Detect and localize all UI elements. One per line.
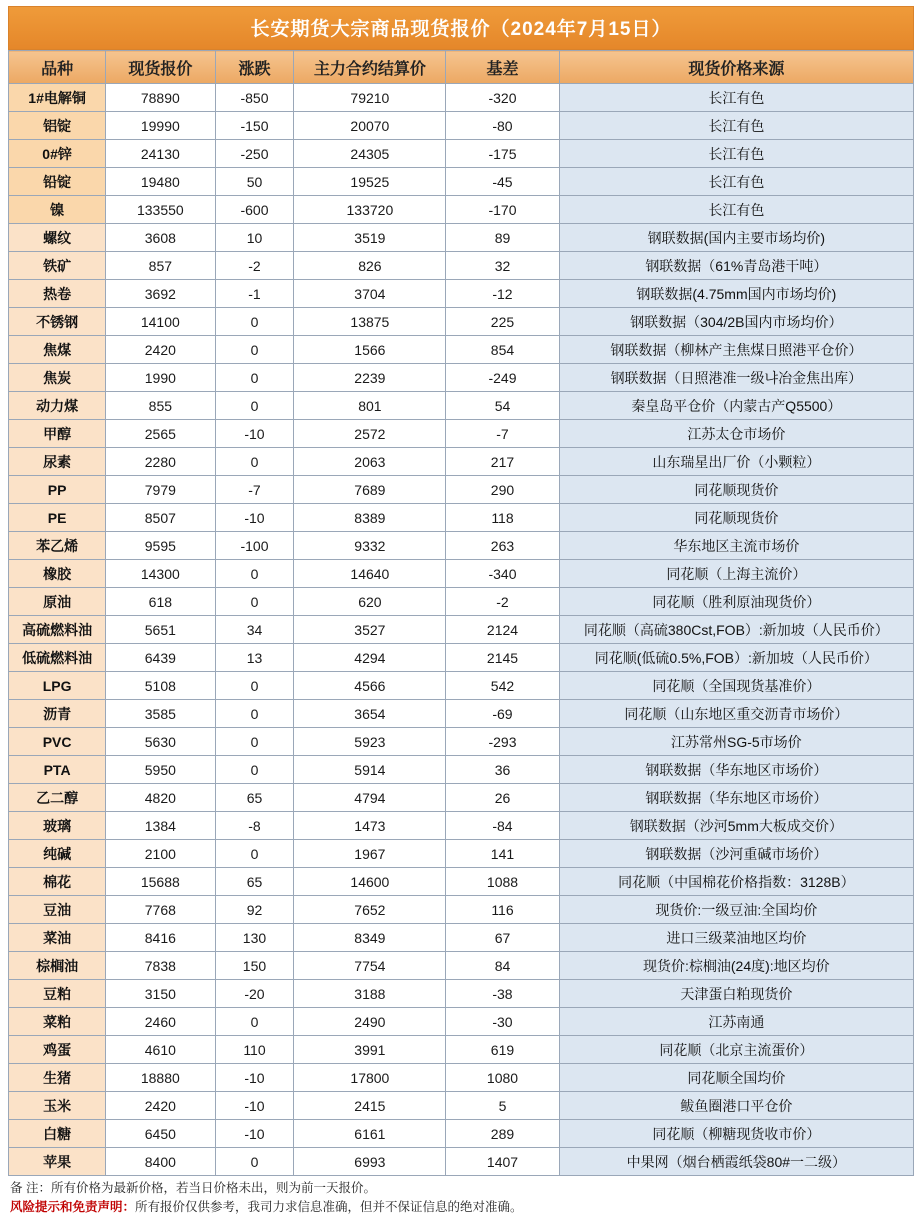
cell-change: -250 xyxy=(215,140,294,168)
cell-change: -10 xyxy=(215,504,294,532)
cell-price-source: 同花顺（山东地区重交沥青市场价） xyxy=(559,700,913,728)
cell-commodity-name: 鸡蛋 xyxy=(9,1036,106,1064)
cell-price-source: 长江有色 xyxy=(559,168,913,196)
cell-spot-price: 5108 xyxy=(106,672,215,700)
cell-settlement-price: 1967 xyxy=(294,840,446,868)
cell-settlement-price: 6993 xyxy=(294,1148,446,1176)
cell-spot-price: 3585 xyxy=(106,700,215,728)
cell-settlement-price: 14640 xyxy=(294,560,446,588)
table-row xyxy=(9,1092,914,1120)
cell-spot-price: 133550 xyxy=(106,196,215,224)
cell-commodity-name: 苹果 xyxy=(9,1148,106,1176)
cell-change: 92 xyxy=(215,896,294,924)
cell-price-source: 长江有色 xyxy=(559,112,913,140)
cell-spot-price: 14100 xyxy=(106,308,215,336)
cell-change: 0 xyxy=(215,672,294,700)
cell-price-source: 鲅鱼圈港口平仓价 xyxy=(559,1092,913,1120)
cell-commodity-name: 沥青 xyxy=(9,700,106,728)
cell-basis: -12 xyxy=(446,280,559,308)
cell-commodity-name: 棕榈油 xyxy=(9,952,106,980)
table-header-row xyxy=(9,51,914,84)
cell-price-source: 天津蛋白粕现货价 xyxy=(559,980,913,1008)
table-row xyxy=(9,84,914,112)
cell-change: -10 xyxy=(215,1092,294,1120)
disclaimer-lead: 风险提示和免责声明： xyxy=(10,1199,136,1214)
cell-basis: -84 xyxy=(446,812,559,840)
cell-settlement-price: 5914 xyxy=(294,756,446,784)
cell-spot-price: 618 xyxy=(106,588,215,616)
cell-spot-price: 19990 xyxy=(106,112,215,140)
cell-basis: 84 xyxy=(446,952,559,980)
cell-commodity-name: 豆油 xyxy=(9,896,106,924)
cell-basis: 290 xyxy=(446,476,559,504)
page-title: 长安期货大宗商品现货报价（2024年7月15日） xyxy=(8,6,914,50)
cell-commodity-name: 铝锭 xyxy=(9,112,106,140)
table-body xyxy=(9,84,914,1176)
cell-spot-price: 5651 xyxy=(106,616,215,644)
cell-basis: 26 xyxy=(446,784,559,812)
cell-settlement-price: 79210 xyxy=(294,84,446,112)
cell-commodity-name: 原油 xyxy=(9,588,106,616)
cell-price-source: 进口三级菜油地区均价 xyxy=(559,924,913,952)
table-row xyxy=(9,952,914,980)
cell-commodity-name: 玉米 xyxy=(9,1092,106,1120)
cell-price-source: 同花顺（高硫380Cst,FOB）:新加坡（人民币价） xyxy=(559,616,913,644)
table-row xyxy=(9,224,914,252)
cell-settlement-price: 19525 xyxy=(294,168,446,196)
cell-change: -20 xyxy=(215,980,294,1008)
cell-change: -10 xyxy=(215,420,294,448)
table-row xyxy=(9,868,914,896)
cell-settlement-price: 801 xyxy=(294,392,446,420)
cell-basis: 2145 xyxy=(446,644,559,672)
cell-price-source: 同花顺（柳糖现货收市价） xyxy=(559,1120,913,1148)
cell-change: -1 xyxy=(215,280,294,308)
cell-commodity-name: PP xyxy=(9,476,106,504)
cell-change: 0 xyxy=(215,700,294,728)
cell-change: 0 xyxy=(215,1008,294,1036)
cell-settlement-price: 24305 xyxy=(294,140,446,168)
footnote: 备 注：所有价格为最新价格，若当日价格未出，则为前一天报价。 xyxy=(10,1181,376,1195)
cell-change: 0 xyxy=(215,840,294,868)
cell-spot-price: 7838 xyxy=(106,952,215,980)
cell-basis: 542 xyxy=(446,672,559,700)
cell-settlement-price: 6161 xyxy=(294,1120,446,1148)
cell-spot-price: 1990 xyxy=(106,364,215,392)
table-row xyxy=(9,840,914,868)
table-row xyxy=(9,392,914,420)
cell-basis: 619 xyxy=(446,1036,559,1064)
table-row xyxy=(9,364,914,392)
cell-spot-price: 4610 xyxy=(106,1036,215,1064)
cell-basis: 263 xyxy=(446,532,559,560)
table-row xyxy=(9,644,914,672)
cell-price-source: 钢联数据（304/2B国内市场均价） xyxy=(559,308,913,336)
cell-change: -150 xyxy=(215,112,294,140)
cell-price-source: 钢联数据（华东地区市场价） xyxy=(559,756,913,784)
cell-basis: -320 xyxy=(446,84,559,112)
cell-settlement-price: 17800 xyxy=(294,1064,446,1092)
cell-commodity-name: 螺纹 xyxy=(9,224,106,252)
cell-price-source: 江苏常州SG-5市场价 xyxy=(559,728,913,756)
cell-spot-price: 9595 xyxy=(106,532,215,560)
cell-basis: 54 xyxy=(446,392,559,420)
cell-spot-price: 8416 xyxy=(106,924,215,952)
cell-commodity-name: 高硫燃料油 xyxy=(9,616,106,644)
cell-spot-price: 3608 xyxy=(106,224,215,252)
cell-spot-price: 14300 xyxy=(106,560,215,588)
table-row xyxy=(9,112,914,140)
cell-basis: -249 xyxy=(446,364,559,392)
cell-price-source: 现货价:棕榈油(24度):地区均价 xyxy=(559,952,913,980)
table-row xyxy=(9,196,914,224)
cell-settlement-price: 3704 xyxy=(294,280,446,308)
cell-settlement-price: 620 xyxy=(294,588,446,616)
column-header-settlement: 主力合约结算价 xyxy=(294,51,446,84)
cell-commodity-name: PVC xyxy=(9,728,106,756)
cell-commodity-name: 尿素 xyxy=(9,448,106,476)
cell-basis: 289 xyxy=(446,1120,559,1148)
cell-price-source: 钢联数据（61%青岛港干吨） xyxy=(559,252,913,280)
cell-spot-price: 78890 xyxy=(106,84,215,112)
cell-basis: 5 xyxy=(446,1092,559,1120)
cell-price-source: 钢联数据（华东地区市场价） xyxy=(559,784,913,812)
cell-price-source: 山东瑞星出厂价（小颗粒） xyxy=(559,448,913,476)
cell-settlement-price: 2239 xyxy=(294,364,446,392)
cell-commodity-name: 纯碱 xyxy=(9,840,106,868)
cell-price-source: 长江有色 xyxy=(559,196,913,224)
cell-commodity-name: 生猪 xyxy=(9,1064,106,1092)
cell-commodity-name: 乙二醇 xyxy=(9,784,106,812)
cell-change: 130 xyxy=(215,924,294,952)
cell-spot-price: 2565 xyxy=(106,420,215,448)
cell-price-source: 同花顺（北京主流蛋价） xyxy=(559,1036,913,1064)
table-row xyxy=(9,1008,914,1036)
cell-change: -850 xyxy=(215,84,294,112)
cell-settlement-price: 4566 xyxy=(294,672,446,700)
cell-settlement-price: 8349 xyxy=(294,924,446,952)
cell-settlement-price: 4794 xyxy=(294,784,446,812)
cell-basis: -175 xyxy=(446,140,559,168)
cell-basis: -30 xyxy=(446,1008,559,1036)
cell-price-source: 华东地区主流市场价 xyxy=(559,532,913,560)
cell-basis: -340 xyxy=(446,560,559,588)
cell-commodity-name: 热卷 xyxy=(9,280,106,308)
cell-change: -100 xyxy=(215,532,294,560)
cell-price-source: 江苏太仓市场价 xyxy=(559,420,913,448)
table-row xyxy=(9,784,914,812)
cell-commodity-name: 铁矿 xyxy=(9,252,106,280)
cell-change: 0 xyxy=(215,364,294,392)
cell-price-source: 钢联数据(4.75mm国内市场均价) xyxy=(559,280,913,308)
table-row xyxy=(9,532,914,560)
cell-spot-price: 19480 xyxy=(106,168,215,196)
cell-change: 0 xyxy=(215,588,294,616)
cell-basis: 116 xyxy=(446,896,559,924)
cell-change: 110 xyxy=(215,1036,294,1064)
cell-spot-price: 15688 xyxy=(106,868,215,896)
cell-settlement-price: 2063 xyxy=(294,448,446,476)
cell-basis: 1407 xyxy=(446,1148,559,1176)
cell-basis: 1080 xyxy=(446,1064,559,1092)
cell-price-source: 钢联数据（沙河重碱市场价） xyxy=(559,840,913,868)
cell-commodity-name: 动力煤 xyxy=(9,392,106,420)
table-row xyxy=(9,700,914,728)
cell-change: 10 xyxy=(215,224,294,252)
table-row xyxy=(9,1036,914,1064)
cell-settlement-price: 3654 xyxy=(294,700,446,728)
cell-commodity-name: 白糖 xyxy=(9,1120,106,1148)
cell-price-source: 钢联数据（柳林产主焦煤日照港平仓价） xyxy=(559,336,913,364)
cell-settlement-price: 2415 xyxy=(294,1092,446,1120)
cell-commodity-name: 菜粕 xyxy=(9,1008,106,1036)
cell-basis: -293 xyxy=(446,728,559,756)
cell-commodity-name: 0#锌 xyxy=(9,140,106,168)
cell-spot-price: 4820 xyxy=(106,784,215,812)
cell-basis: 141 xyxy=(446,840,559,868)
cell-commodity-name: 低硫燃料油 xyxy=(9,644,106,672)
cell-settlement-price: 1566 xyxy=(294,336,446,364)
table-row xyxy=(9,812,914,840)
cell-basis: 217 xyxy=(446,448,559,476)
table-row xyxy=(9,476,914,504)
column-header-name: 品种 xyxy=(9,51,106,84)
cell-change: -7 xyxy=(215,476,294,504)
cell-change: -8 xyxy=(215,812,294,840)
table-row xyxy=(9,560,914,588)
cell-basis: -38 xyxy=(446,980,559,1008)
cell-spot-price: 2100 xyxy=(106,840,215,868)
cell-basis: -170 xyxy=(446,196,559,224)
cell-settlement-price: 5923 xyxy=(294,728,446,756)
cell-spot-price: 2280 xyxy=(106,448,215,476)
cell-price-source: 钢联数据（日照港准一级냐冶金焦出库） xyxy=(559,364,913,392)
cell-settlement-price: 1473 xyxy=(294,812,446,840)
cell-commodity-name: 甲醇 xyxy=(9,420,106,448)
table-row xyxy=(9,504,914,532)
cell-settlement-price: 8389 xyxy=(294,504,446,532)
cell-price-source: 同花顺（中国棉花价格指数：3128B） xyxy=(559,868,913,896)
table-row xyxy=(9,280,914,308)
cell-settlement-price: 2490 xyxy=(294,1008,446,1036)
cell-change: 34 xyxy=(215,616,294,644)
cell-spot-price: 3150 xyxy=(106,980,215,1008)
cell-change: 0 xyxy=(215,728,294,756)
cell-change: -2 xyxy=(215,252,294,280)
cell-price-source: 长江有色 xyxy=(559,140,913,168)
cell-price-source: 同花顺全国均价 xyxy=(559,1064,913,1092)
cell-commodity-name: 菜油 xyxy=(9,924,106,952)
cell-commodity-name: 豆粕 xyxy=(9,980,106,1008)
cell-commodity-name: 棉花 xyxy=(9,868,106,896)
cell-change: 13 xyxy=(215,644,294,672)
cell-spot-price: 855 xyxy=(106,392,215,420)
table-row xyxy=(9,448,914,476)
cell-settlement-price: 20070 xyxy=(294,112,446,140)
cell-spot-price: 7768 xyxy=(106,896,215,924)
cell-basis: -45 xyxy=(446,168,559,196)
cell-price-source: 长江有色 xyxy=(559,84,913,112)
cell-commodity-name: 镍 xyxy=(9,196,106,224)
cell-basis: -2 xyxy=(446,588,559,616)
cell-price-source: 钢联数据（沙河5mm大板成交价） xyxy=(559,812,913,840)
table-row xyxy=(9,140,914,168)
cell-price-source: 钢联数据(国内主要市场均价) xyxy=(559,224,913,252)
cell-change: 0 xyxy=(215,560,294,588)
cell-basis: 67 xyxy=(446,924,559,952)
cell-price-source: 现货价:一级豆油:全国均价 xyxy=(559,896,913,924)
cell-spot-price: 6450 xyxy=(106,1120,215,1148)
cell-commodity-name: 苯乙烯 xyxy=(9,532,106,560)
cell-change: 0 xyxy=(215,336,294,364)
cell-basis: 36 xyxy=(446,756,559,784)
cell-basis: 32 xyxy=(446,252,559,280)
cell-change: 65 xyxy=(215,868,294,896)
cell-price-source: 同花顺现货价 xyxy=(559,504,913,532)
cell-settlement-price: 9332 xyxy=(294,532,446,560)
cell-price-source: 同花顺（上海主流价） xyxy=(559,560,913,588)
disclaimer xyxy=(8,1198,914,1218)
table-row xyxy=(9,308,914,336)
cell-change: -10 xyxy=(215,1120,294,1148)
column-header-change: 涨跌 xyxy=(215,51,294,84)
cell-commodity-name: 不锈钢 xyxy=(9,308,106,336)
cell-commodity-name: 玻璃 xyxy=(9,812,106,840)
table-row xyxy=(9,728,914,756)
cell-spot-price: 6439 xyxy=(106,644,215,672)
cell-price-source: 秦皇岛平仓价（内蒙古产Q5500） xyxy=(559,392,913,420)
cell-commodity-name: 焦炭 xyxy=(9,364,106,392)
cell-change: 0 xyxy=(215,448,294,476)
cell-spot-price: 24130 xyxy=(106,140,215,168)
table-row xyxy=(9,336,914,364)
cell-price-source: 同花顺（胜利原油现货价） xyxy=(559,588,913,616)
cell-price-source: 同花顺现货价 xyxy=(559,476,913,504)
cell-spot-price: 2420 xyxy=(106,336,215,364)
cell-spot-price: 2460 xyxy=(106,1008,215,1036)
cell-change: 50 xyxy=(215,168,294,196)
table-row xyxy=(9,924,914,952)
cell-settlement-price: 7754 xyxy=(294,952,446,980)
cell-basis: -7 xyxy=(446,420,559,448)
table-row xyxy=(9,1120,914,1148)
cell-settlement-price: 2572 xyxy=(294,420,446,448)
cell-settlement-price: 3991 xyxy=(294,1036,446,1064)
cell-basis: -69 xyxy=(446,700,559,728)
cell-change: 0 xyxy=(215,392,294,420)
cell-price-source: 同花顺（全国现货基准价） xyxy=(559,672,913,700)
cell-settlement-price: 826 xyxy=(294,252,446,280)
cell-settlement-price: 3519 xyxy=(294,224,446,252)
cell-change: -10 xyxy=(215,1064,294,1092)
cell-commodity-name: PE xyxy=(9,504,106,532)
cell-price-source: 同花顺(低硫0.5%,FOB）:新加坡（人民币价） xyxy=(559,644,913,672)
table-row xyxy=(9,672,914,700)
cell-change: 0 xyxy=(215,1148,294,1176)
cell-commodity-name: PTA xyxy=(9,756,106,784)
cell-basis: 1088 xyxy=(446,868,559,896)
cell-commodity-name: 铅锭 xyxy=(9,168,106,196)
cell-basis: 2124 xyxy=(446,616,559,644)
cell-settlement-price: 7689 xyxy=(294,476,446,504)
cell-commodity-name: 焦煤 xyxy=(9,336,106,364)
cell-settlement-price: 14600 xyxy=(294,868,446,896)
cell-basis: 225 xyxy=(446,308,559,336)
cell-spot-price: 7979 xyxy=(106,476,215,504)
cell-change: -600 xyxy=(215,196,294,224)
cell-basis: -80 xyxy=(446,112,559,140)
table-row xyxy=(9,896,914,924)
cell-settlement-price: 4294 xyxy=(294,644,446,672)
cell-price-source: 中果网（烟台栖霞纸袋80#一二级） xyxy=(559,1148,913,1176)
cell-price-source: 江苏南通 xyxy=(559,1008,913,1036)
cell-change: 0 xyxy=(215,308,294,336)
cell-spot-price: 3692 xyxy=(106,280,215,308)
column-header-basis: 基差 xyxy=(446,51,559,84)
cell-change: 150 xyxy=(215,952,294,980)
table-row xyxy=(9,168,914,196)
cell-spot-price: 5950 xyxy=(106,756,215,784)
table-row xyxy=(9,756,914,784)
cell-commodity-name: 橡胶 xyxy=(9,560,106,588)
table-row xyxy=(9,616,914,644)
column-header-spot: 现货报价 xyxy=(106,51,215,84)
cell-spot-price: 18880 xyxy=(106,1064,215,1092)
cell-settlement-price: 7652 xyxy=(294,896,446,924)
cell-settlement-price: 3527 xyxy=(294,616,446,644)
table-row xyxy=(9,980,914,1008)
cell-commodity-name: 1#电解铜 xyxy=(9,84,106,112)
cell-basis: 89 xyxy=(446,224,559,252)
disclaimer-body: 所有报价仅供参考，我司力求信息准确，但并不保证信息的绝对准确。 xyxy=(135,1199,523,1214)
cell-spot-price: 857 xyxy=(106,252,215,280)
cell-spot-price: 2420 xyxy=(106,1092,215,1120)
cell-change: 65 xyxy=(215,784,294,812)
table-row xyxy=(9,1064,914,1092)
cell-basis: 118 xyxy=(446,504,559,532)
cell-change: 0 xyxy=(215,756,294,784)
cell-spot-price: 8400 xyxy=(106,1148,215,1176)
cell-spot-price: 1384 xyxy=(106,812,215,840)
cell-basis: 854 xyxy=(446,336,559,364)
cell-spot-price: 8507 xyxy=(106,504,215,532)
column-header-source: 现货价格来源 xyxy=(559,51,913,84)
cell-commodity-name: LPG xyxy=(9,672,106,700)
cell-settlement-price: 133720 xyxy=(294,196,446,224)
table-row xyxy=(9,420,914,448)
table-row xyxy=(9,252,914,280)
table-row xyxy=(9,588,914,616)
table-row xyxy=(9,1148,914,1176)
cell-settlement-price: 13875 xyxy=(294,308,446,336)
quote-table xyxy=(8,50,914,1176)
cell-spot-price: 5630 xyxy=(106,728,215,756)
cell-settlement-price: 3188 xyxy=(294,980,446,1008)
